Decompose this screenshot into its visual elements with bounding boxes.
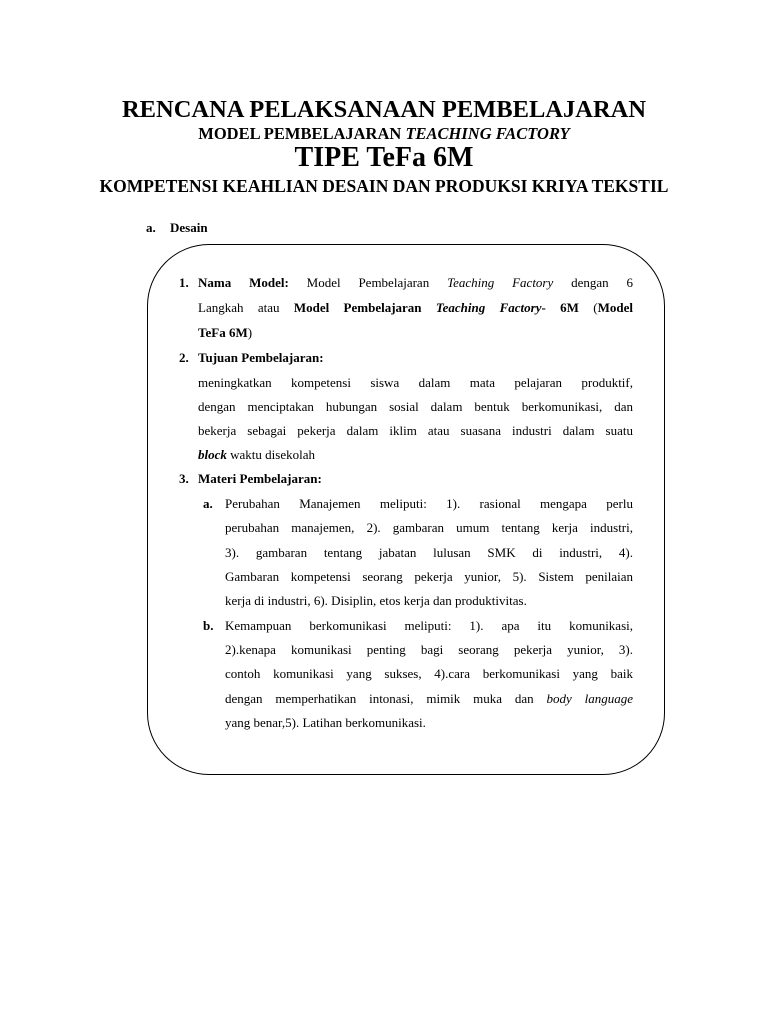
item1-line2: Langkah atau Model Pembelajaran Teaching Factory- 6M (Model [198, 300, 633, 315]
item1-line3: TeFa 6M) [198, 325, 253, 340]
item3a-letter: a. [203, 496, 213, 511]
item3b-line5: yang benar,5). Latihan berkomunikasi. [225, 715, 426, 730]
page-title: RENCANA PELAKSANAAN PEMBELAJARAN [121, 96, 647, 123]
item3a-line3: 3). gambaran tentang jabatan lulusan SMK di industri, 4). [225, 545, 633, 560]
item2-line2: dengan menciptakan hubungan sosial dalam bentuk berkomunikasi, dan [198, 399, 633, 414]
section-title: Desain [170, 220, 208, 235]
item3a-line4: Gambaran kompetensi seorang pekerja yunior, 5). Sistem penilaian [225, 569, 633, 584]
section-heading [146, 219, 208, 237]
item2-line1: meningkatkan kompetensi siswa dalam mata pelajaran produktif, [198, 375, 633, 390]
item3b-line3: contoh komunikasi yang sukses, 4).cara berkomunikasi yang baik [225, 666, 633, 681]
tipe-heading: TIPE TeFa 6M [294, 142, 474, 173]
model-subtitle-italic: TEACHING FACTORY [405, 124, 570, 143]
item1-label: Nama Model: [198, 275, 289, 290]
item2-number: 2. [179, 350, 189, 365]
item2-label: Tujuan Pembelajaran: [198, 350, 324, 365]
item1-line1: Nama Model: Model Pembelajaran Teaching Factory dengan 6 [198, 275, 634, 290]
item2-line3: bekerja sebagai pekerja dalam iklim atau suasana industri dalam suatu [198, 423, 633, 438]
item2-line4: block waktu disekolah [198, 447, 315, 462]
item3a-line2: perubahan manajemen, 2). gambaran umum tentang kerja industri, [225, 520, 633, 535]
model-subtitle-prefix: MODEL PEMBELAJARAN [198, 124, 406, 143]
item3-number: 3. [179, 471, 189, 486]
item3a-line1: Perubahan Manajemen meliputi: 1). rasional mengapa perlu [225, 496, 633, 511]
item3b-letter: b. [203, 618, 214, 633]
kompetensi-heading: KOMPETENSI KEAHLIAN DESAIN DAN PRODUKSI KRIYA TEKSTIL [99, 176, 669, 196]
section-letter: a. [146, 220, 156, 235]
item3b-line2: 2).kenapa komunikasi penting bagi seorang pekerja yunior, 3). [225, 642, 633, 657]
item3-label: Materi Pembelajaran: [198, 471, 322, 486]
item1-number: 1. [179, 275, 189, 290]
item3b-line4: dengan memperhatikan intonasi, mimik muka dan body language [225, 691, 633, 706]
item3a-line5: kerja di industri, 6). Disiplin, etos kerja dan produktivitas. [225, 593, 527, 608]
item3b-line1: Kemampuan berkomunikasi meliputi: 1). apa itu komunikasi, [225, 618, 633, 633]
